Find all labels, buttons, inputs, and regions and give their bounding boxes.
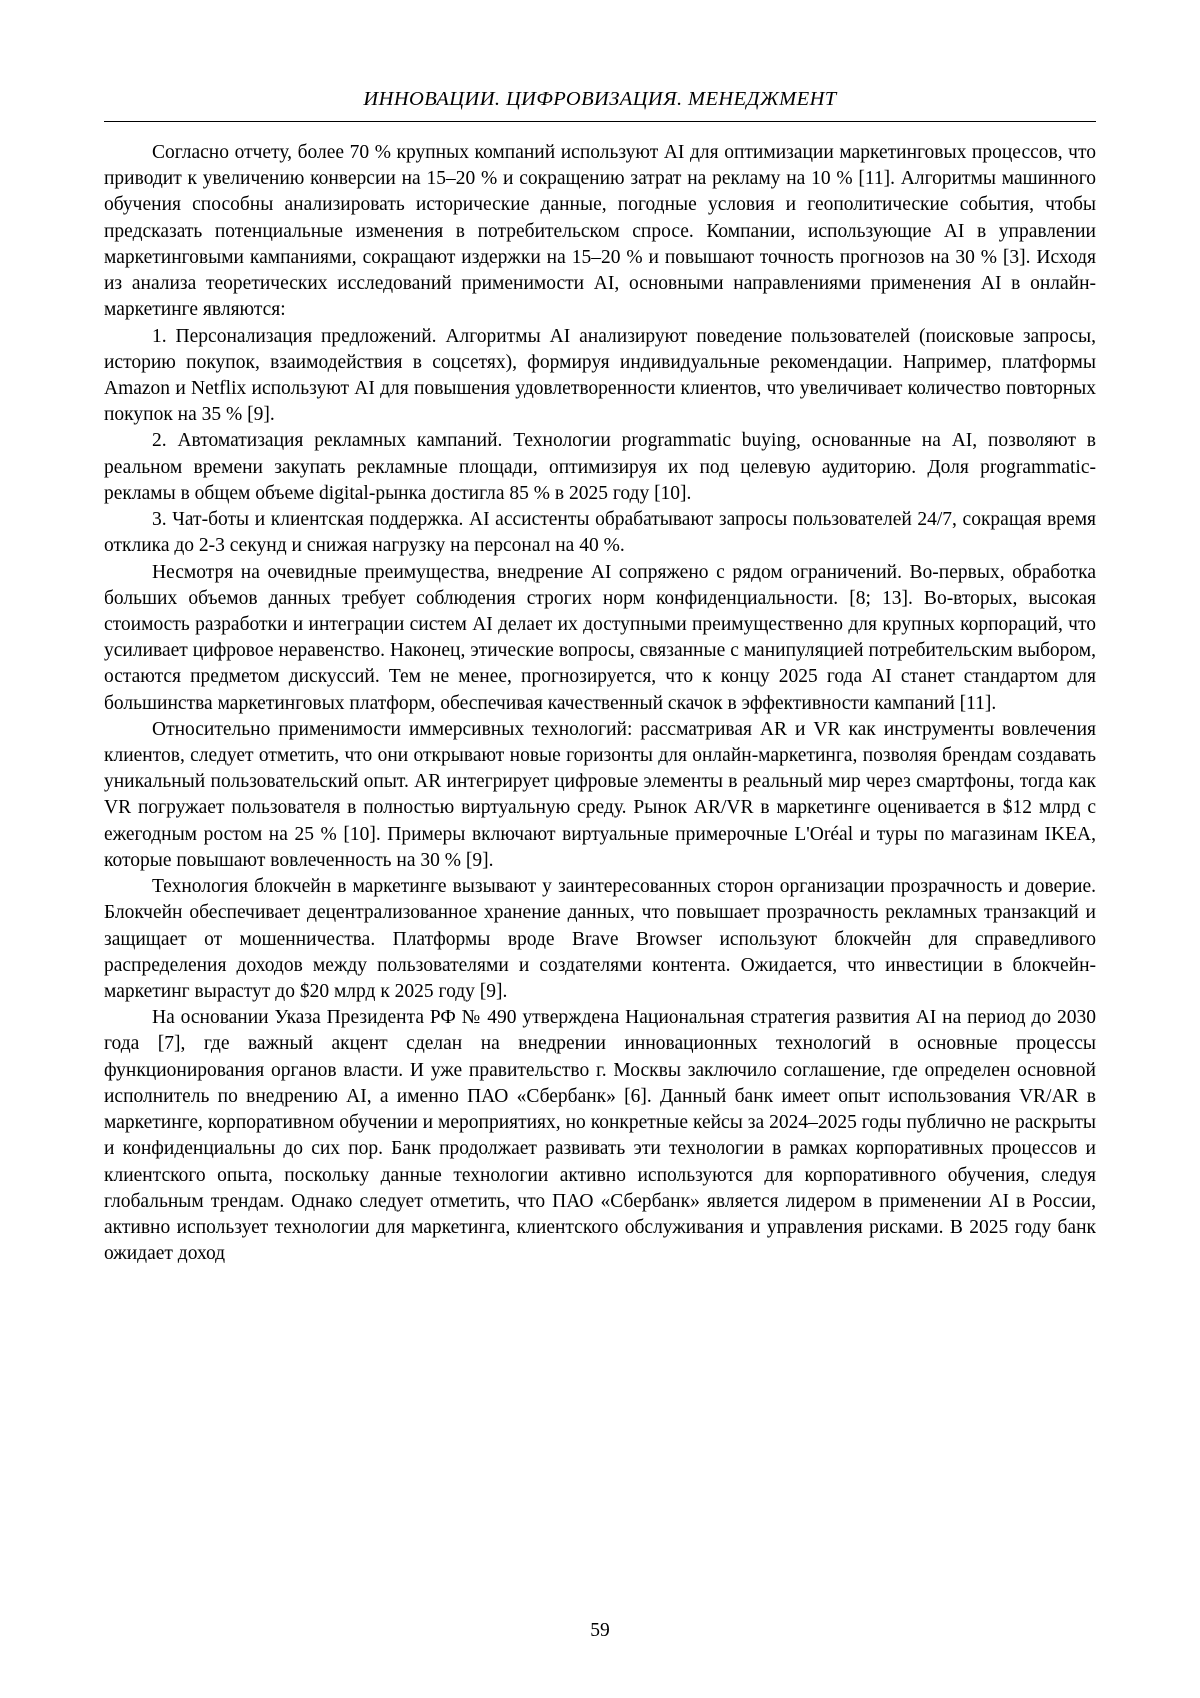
running-head: ИННОВАЦИИ. ЦИФРОВИЗАЦИЯ. МЕНЕДЖМЕНТ — [363, 88, 837, 110]
paragraph: Относительно применимости иммерсивных технологий: рассматривая AR и VR как инструменты вовлечения клиентов, следует отметить, что они открывают новые горизонты для онлайн-маркетинга, позволяя брендам создавать уникальный пользовательский опыт. AR интегрирует цифровые элементы в реальный мир через смартфоны, тогда как VR погружает пользователя в полностью виртуальную среду. Рынок AR/VR в маркетинге оценивается в $12 млрд с ежегодным ростом на 25 % [10]. Примеры включают виртуальные примерочные L'Oréal и туры по магазинам IKEA, которые повышают вовлеченность на 30 % [9]. — [104, 718, 1096, 871]
paragraph: 2. Автоматизация рекламных кампаний. Технологии programmatic buying, основанные на AI, позволяют в реальном времени закупать рекламные площади, оптимизируя их под целевую аудиторию. Доля programmatic-рекламы в общем объеме digital-рынка достигла 85 % в 2025 году [10]. — [104, 430, 1096, 504]
paragraph: 3. Чат-боты и клиентская поддержка. AI ассистенты обрабатывают запросы пользователей 24/7, сокращая время отклика до 2-3 секунд и снижая нагрузку на персонал на 40 %. — [104, 509, 1096, 557]
header-divider — [104, 121, 1096, 122]
page-number: 59 — [590, 1620, 610, 1641]
paragraph: На основании Указа Президента РФ № 490 утверждена Национальная стратегия развития AI на период до 2030 года [7], где важный акцент сделан на внедрении инновационных технологий в основные процессы функционирования органов власти. И уже правительство г. Москвы заключило соглашение, где определен основной исполнитель по внедрению AI, а именно ПАО «Сбербанк» [6]. Данный банк имеет опыт использования VR/AR в маркетинге, корпоративном обучении и мероприятиях, но конкретные кейсы за 2024–2025 годы публично не раскрыты и конфиденциальны до сих пор. Банк продолжает развивать эти технологии в рамках корпоративных процессов и клиентского опыта, поскольку данные технологии активно используются для корпоративного обучения, следуя глобальным трендам. Однако следует отметить, что ПАО «Сбербанк» является лидером в применении AI в России, активно использует технологии для маркетинга, клиентского обслуживания и управления рисками. В 2025 году банк ожидает доход — [104, 1007, 1096, 1265]
paragraph: 1. Персонализация предложений. Алгоритмы AI анализируют поведение пользователей (поисковые запросы, историю покупок, взаимодействия в соцсетях), формируя индивидуальные рекомендации. Например, платформы Amazon и Netflix используют AI для повышения удовлетворенности клиентов, что увеличивает количество повторных покупок на 35 % [9]. — [104, 325, 1096, 426]
paragraph: Технология блокчейн в маркетинге вызывают у заинтересованных сторон организации прозрачность и доверие. Блокчейн обеспечивает децентрализованное хранение данных, что повышает прозрачность рекламных транзакций и защищает от мошенничества. Платформы вроде Brave Browser используют блокчейн для справедливого распределения доходов между пользователями и создателями контента. Ожидается, что инвестиции в блокчейн-маркетинг вырастут до $20 млрд к 2025 году [9]. — [104, 876, 1096, 1002]
paragraph: Согласно отчету, более 70 % крупных компаний используют AI для оптимизации маркетинговых процессов, что приводит к увеличению конверсии на 15–20 % и сокращению затрат на рекламу на 10 % [11]. Алгоритмы машинного обучения способны анализировать исторические данные, погодные условия и геополитические события, чтобы предсказать потенциальные изменения в потребительском спросе. Компании, использующие AI в управлении маркетинговыми кампаниями, сокращают издержки на 15–20 % и повышают точность прогнозов на 30 % [3]. Исходя из анализа теоретических исследований применимости AI, основными направлениями применения AI в онлайн-маркетинге являются: — [104, 142, 1096, 321]
body-text — [104, 140, 1096, 1267]
paragraph: Несмотря на очевидные преимущества, внедрение AI сопряжено с рядом ограничений. Во-первых, обработка больших объемов данных требует соблюдения строгих норм конфиденциальности. [8; 13]. Во-вторых, высокая стоимость разработки и интеграции систем AI делает их доступными преимущественно для крупных корпораций, что усиливает цифровое неравенство. Наконец, этические вопросы, связанные с манипуляцией потребительским выбором, остаются предметом дискуссий. Тем не менее, прогнозируется, что к концу 2025 года AI станет стандартом для большинства маркетинговых платформ, обеспечивая качественный скачок в эффективности кампаний [11]. — [104, 561, 1096, 714]
